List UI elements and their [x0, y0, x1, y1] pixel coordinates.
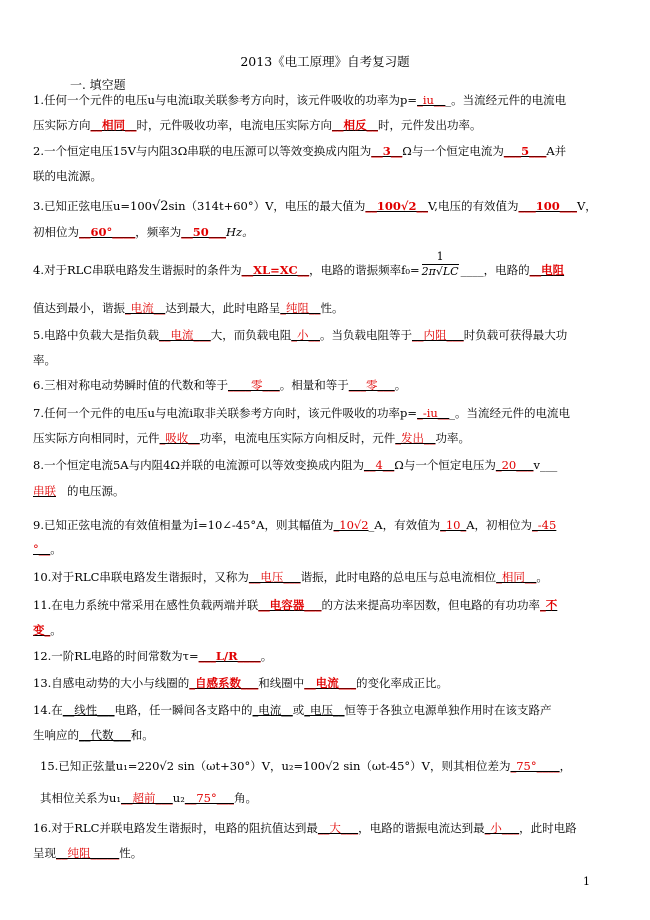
- q9-text-a: 9.已知正弦电流的有效值相量为İ=10∠-45°A，则其幅值为: [33, 518, 334, 532]
- q7-line2: [33, 430, 470, 446]
- q4-text-c: ____，电路的: [460, 263, 530, 277]
- q2-text-a: 2.一个恒定电压15V与内阻3Ω串联的电压源可以等效变换成内阻为: [33, 144, 372, 158]
- q15-answer-1: _75°____: [510, 759, 560, 773]
- q2-answer-1: __3__: [371, 144, 403, 158]
- q4-text-f: 性。: [320, 301, 344, 315]
- q14-text-d: 恒等于各独立电源单独作用时在该支路产: [344, 703, 552, 717]
- q10-answer-2: _相同__: [496, 570, 537, 584]
- q15-text-a: 15.已知正弦量u₁=220√2 sin（ωt+30°）V，u₂=100√2 sin（ωt-45°）V，则其相位差为: [40, 759, 511, 773]
- q8-answer-2: _20___: [495, 458, 534, 472]
- page-number: 1: [583, 875, 590, 888]
- q11-text-b: 的方法来提高功率因数，但电路的有功功率: [321, 598, 541, 612]
- q11-line2: [33, 622, 62, 638]
- q13-line: [33, 675, 448, 691]
- q5-answer-3: __内阻___: [411, 328, 464, 342]
- q14-text-e: 生响应的: [33, 728, 79, 742]
- q4-answer-1: __XL=XC__: [241, 263, 310, 277]
- q3-answer-1: __100√2__: [365, 199, 428, 213]
- q1-text-b: _。当流经元件的电流电: [445, 93, 567, 107]
- q16-text-b: ，电路的谐振电流达到最: [358, 821, 485, 835]
- q3-text-b: sin（314t+60°）V，电压的最大值为: [168, 199, 366, 213]
- q1-line2: [33, 117, 482, 133]
- q15-text-b: ，: [559, 759, 572, 773]
- page-title: 2013《电工原理》自考复习题: [240, 54, 410, 69]
- q15-answer-2: __超前___: [121, 791, 173, 805]
- q2-line1: [33, 143, 566, 159]
- q16-text-a: 16.对于RLC并联电路发生谐振时，电路的阻抗值达到最: [33, 821, 318, 835]
- q16-text-d: 呈现: [33, 846, 56, 860]
- q12-text-a: 12.一阶RL电路的时间常数为τ=: [33, 649, 199, 663]
- q2-text-c: A并: [546, 144, 567, 158]
- q6-text-a: 6.三相对称电动势瞬时值的代数和等于: [33, 378, 228, 392]
- q11-answer-3: 变_: [33, 623, 51, 637]
- q14-answer-4: __代数___: [79, 728, 131, 742]
- q15-line1: [40, 758, 571, 774]
- q14-answer-1: __线性___: [62, 703, 115, 717]
- q8-answer-3: 串联: [33, 484, 56, 498]
- q15-text-d: u₂: [172, 791, 185, 805]
- q8-line1: [33, 457, 557, 473]
- q1-answer-2: __相同__: [90, 118, 137, 132]
- q8-text-c: v___: [533, 458, 558, 472]
- q16-answer-1: __大___: [317, 821, 359, 835]
- q16-text-c: ，此时电路: [519, 821, 577, 835]
- q1-text-c: 压实际方向: [33, 118, 91, 132]
- q11-answer-1: __电容器___: [258, 598, 322, 612]
- section-heading: 一. 填空题: [70, 78, 126, 92]
- q3-text-g: Hz。: [226, 225, 254, 239]
- q3-text-f: ，频率为: [135, 225, 182, 239]
- q11-text-c: 。: [50, 623, 62, 637]
- q4-text-d: 值达到最小，谐振: [33, 301, 125, 315]
- q11-line1: [33, 597, 557, 613]
- q14-text-b: 电路，任一瞬间各支路中的: [114, 703, 253, 717]
- q1-line1: [33, 92, 566, 108]
- q10-line: [33, 569, 548, 585]
- q6-text-b: 。相量和等于: [279, 378, 349, 392]
- q3-line2: [33, 224, 254, 240]
- q9-text-c: A，初相位为: [466, 518, 533, 532]
- q16-line2: [33, 845, 142, 861]
- q2-text-d: 联的电流源。: [33, 169, 102, 183]
- q7-text-e: 功率。: [435, 431, 470, 445]
- q5-text-a: 5.电路中负载大是指负载: [33, 328, 159, 342]
- q14-answer-3: _电压__: [304, 703, 345, 717]
- q3-text-e: 初相位为: [33, 225, 79, 239]
- q4-fraction-numerator: 1: [422, 250, 459, 265]
- q11-answer-2: _不: [540, 598, 558, 612]
- q6-answer-2: ___零___: [348, 378, 395, 392]
- q5-answer-1: __电流___: [158, 328, 211, 342]
- q5-line2: [33, 352, 56, 368]
- q13-text-a: 13.自感电动势的大小与线圈的: [33, 676, 190, 690]
- q14-line2: [33, 727, 154, 743]
- q7-answer-2: _吸收__: [159, 431, 200, 445]
- q14-text-a: 14.在: [33, 703, 63, 717]
- q3-text-d: V，: [576, 199, 597, 213]
- q9-answer-1: _10√2: [333, 518, 369, 532]
- q3-answer-3: __60°____: [79, 225, 136, 239]
- q6-line: [33, 377, 406, 393]
- q3-answer-4: __50___: [181, 225, 227, 239]
- q4-line1: [33, 249, 565, 279]
- q16-answer-3: __纯阻_____: [56, 846, 120, 860]
- q7-text-a: 7.任何一个元件的电压u与电流i取非关联参考方向时，该元件吸收的功率p=: [33, 406, 418, 420]
- q15-text-c: 其相位关系为u₁: [40, 791, 122, 805]
- q10-answer-1: __电压___: [248, 570, 301, 584]
- q12-answer-1: ___L/R____: [198, 649, 261, 663]
- q2-answer-2: ___5___: [503, 144, 547, 158]
- q1-text-a: 1.任何一个元件的电压u与电流i取关联参考方向时，该元件吸收的功率为p=: [33, 93, 418, 107]
- q9-line1: [33, 517, 556, 533]
- q4-line2: [33, 300, 344, 316]
- q1-answer-3: __相反__: [332, 118, 378, 132]
- q3-sqrt: √2: [151, 199, 169, 214]
- q4-answer-2: __电阻: [529, 263, 565, 277]
- q2-text-b: Ω与一个恒定电流为: [402, 144, 504, 158]
- q10-text-a: 10.对于RLC串联电路发生谐振时，又称为: [33, 570, 249, 584]
- q7-line1: [33, 405, 570, 421]
- q14-text-f: 和。: [130, 728, 154, 742]
- q16-line1: [33, 820, 577, 836]
- q7-answer-3: _发出__: [395, 431, 436, 445]
- q1-answer-1: _iu__: [417, 93, 446, 107]
- q5-text-d: 时负载可获得最大功: [463, 328, 568, 342]
- q3-line1: [33, 198, 597, 215]
- q13-answer-2: __电流___: [304, 676, 357, 690]
- q7-answer-1: _-iu__: [417, 406, 450, 420]
- q6-answer-1: ____零___: [227, 378, 280, 392]
- q7-text-c: 压实际方向相同时，元件: [33, 431, 160, 445]
- q12-line: [33, 648, 272, 664]
- q16-text-e: 性。: [119, 846, 143, 860]
- q2-line2: [33, 168, 102, 184]
- q7-text-d: 功率，电流电压实际方向相反时，元件: [199, 431, 396, 445]
- q4-fraction-denominator: 2π√LC: [421, 264, 459, 278]
- q13-text-c: 的变化率成正比。: [356, 676, 449, 690]
- q7-text-b: _。当流经元件的电流电: [449, 406, 571, 420]
- q3-answer-2: ___100___: [518, 199, 577, 213]
- q8-text-b: Ω与一个恒定电压为: [394, 458, 496, 472]
- q4-answer-4: _纯阻__: [280, 301, 321, 315]
- q10-text-b: 谐振，此时电路的总电压与总电流相位: [300, 570, 497, 584]
- q4-text-a: 4.对于RLC串联电路发生谐振时的条件为: [33, 263, 242, 277]
- q4-text-e: 达到最大，此时电路呈: [165, 301, 281, 315]
- q13-text-b: 和线圈中: [258, 676, 305, 690]
- q3-text-a: 3.已知正弦电压u=100: [33, 199, 152, 213]
- q5-text-c: 。当负载电阻等于: [319, 328, 412, 342]
- q8-text-d: 的电压源。: [66, 484, 125, 498]
- q14-answer-2: _电流__: [252, 703, 293, 717]
- q3-text-c: V,电压的有效值为: [428, 199, 519, 213]
- q8-line2: [33, 483, 124, 499]
- q5-answer-2: _小__: [291, 328, 320, 342]
- q9-text-b: _A，有效值为: [368, 518, 441, 532]
- q9-line2: [33, 541, 62, 557]
- q14-text-c: 或: [292, 703, 305, 717]
- q5-line1: [33, 327, 567, 343]
- q10-text-c: 。: [536, 570, 548, 584]
- q1-text-d: 时，元件吸收功率，电流电压实际方向: [136, 118, 332, 132]
- q11-text-a: 11.在电力系统中常采用在感性负载两端并联: [33, 598, 259, 612]
- q5-text-b: 大，而负载电阻: [210, 328, 292, 342]
- q1-text-e: 时，元件发出功率。: [378, 118, 482, 132]
- q15-text-e: 角。: [233, 791, 257, 805]
- q9-answer-2: _10_: [440, 518, 467, 532]
- q12-text-b: 。: [260, 649, 273, 663]
- q14-line1: [33, 702, 552, 718]
- q9-answer-4: °__: [33, 542, 51, 556]
- q4-answer-3: _电流__: [125, 301, 166, 315]
- q6-text-c: 。: [394, 378, 407, 392]
- q8-answer-1: __4__: [363, 458, 395, 472]
- q9-text-d: 。: [50, 542, 62, 556]
- q8-text-a: 8.一个恒定电流5A与内阻4Ω并联的电流源可以等效变换成内阻为: [33, 458, 364, 472]
- q4-text-b: ，电路的谐振频率f₀=: [309, 263, 420, 277]
- q4-resonance-fraction: [422, 250, 459, 279]
- q15-line2: [40, 790, 257, 806]
- q9-answer-3: _-45: [532, 518, 557, 532]
- q15-answer-3: __75°___: [184, 791, 234, 805]
- q13-answer-1: _自感系数___: [189, 676, 259, 690]
- q5-text-e: 率。: [33, 353, 56, 367]
- q16-answer-2: _小___: [484, 821, 520, 835]
